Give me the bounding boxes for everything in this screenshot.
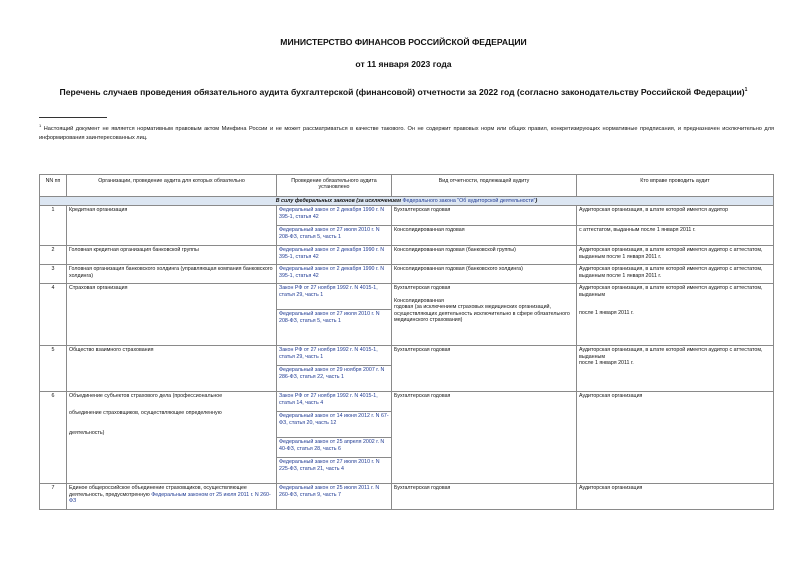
section-row	[40, 197, 774, 206]
table-row	[40, 206, 774, 226]
row-auditor: Аудиторская организация, в штате которой имеется аудитор с аттестатом, выданным после 1 января 2011 г.	[577, 246, 774, 265]
row-number: 1	[40, 206, 67, 246]
table-row	[40, 346, 774, 366]
row-law-link[interactable]: Федеральный закон от 25 июля 2011 г. N 260-ФЗ, статья 9, часть 7	[277, 484, 392, 510]
row-auditor-line: после 1 января 2011 г.	[579, 310, 634, 317]
row-number: 4	[40, 284, 67, 346]
row-law-link[interactable]: Федеральный закон от 27 июля 2010 г. N 208-ФЗ, статья 5, часть 1	[277, 310, 392, 346]
section-text: В силу федеральных законов (за исключением	[275, 198, 401, 204]
table-row	[40, 246, 774, 265]
row-number: 6	[40, 392, 67, 484]
row-report: Консолидированная годовая (банковской группы)	[392, 246, 577, 265]
row-org-text: Единое общероссийское объединение страховщиков, осуществляющее деятельность, предусмотренную	[69, 485, 247, 498]
col-header-auditor: Кто вправе проводить аудит	[577, 175, 774, 197]
row-number: 3	[40, 265, 67, 284]
row-auditor: Аудиторская организация, в штате которой имеется аудитор с аттестатом, выданным после 1 января 2011 г.	[577, 265, 774, 284]
col-header-org: Организации, проведение аудита для которых обязательно	[67, 175, 277, 197]
document-date: от 11 января 2023 года	[355, 59, 452, 69]
row-auditor	[577, 346, 774, 392]
table-row	[40, 392, 774, 412]
row-law-link[interactable]: Федеральный закон от 25 апреля 2002 г. N 40-ФЗ, статья 28, часть 6	[277, 438, 392, 458]
row-report: Бухгалтерская годовая	[392, 484, 577, 510]
row-report-line: годовая (за исключением страховых медицинских организаций, осуществляющих деятельность исключительно в сфере обязательного медицинского страхования)	[394, 304, 570, 324]
ministry-title: МИНИСТЕРСТВО ФИНАНСОВ РОССИЙСКОЙ ФЕДЕРАЦИИ	[280, 37, 527, 47]
row-org-line: объединение страховщиков, осуществляющее определенную	[69, 409, 222, 416]
row-auditor-line: Аудиторская организация, в штате которой имеется аудитор с аттестатом, выданным	[579, 347, 763, 360]
row-auditor: Аудиторская организация, в штате которой имеется аудитор	[577, 206, 774, 226]
row-org	[67, 392, 277, 484]
table-row	[40, 484, 774, 510]
footnote-text	[39, 121, 774, 143]
row-org: Общество взаимного страхования	[67, 346, 277, 392]
row-law-link[interactable]: Федеральный закон от 27 июля 2010 г. N 225-ФЗ, статья 21, часть 4	[277, 458, 392, 484]
row-report	[392, 284, 577, 346]
row-report: Консолидированная годовая	[392, 226, 577, 246]
row-number: 2	[40, 246, 67, 265]
table-row	[40, 284, 774, 310]
row-law-link[interactable]: Закон РФ от 27 ноября 1992 г. N 4015-1, статья 29, часть 1	[277, 284, 392, 310]
row-auditor: с аттестатом, выданным после 1 января 2011 г.	[577, 226, 774, 246]
row-report-line: Консолидированная	[394, 297, 444, 304]
row-auditor-line: после 1 января 2011 г.	[579, 360, 634, 367]
row-org-line: Объединение субъектов страхового дела (профессиональное	[69, 393, 223, 400]
row-org: Страховая организация	[67, 284, 277, 346]
section-text-end: )	[535, 198, 538, 204]
row-report: Бухгалтерская годовая	[392, 392, 577, 484]
footnote-number: 1	[39, 123, 42, 128]
section-cell	[40, 197, 774, 206]
row-law-link[interactable]: Федеральный закон от 2 декабря 1990 г. N 395-1, статья 42	[277, 206, 392, 226]
row-org: Головная организация банковского холдинга (управляющая компания банковского холдинга)	[67, 265, 277, 284]
row-law-link[interactable]: Федеральный закон от 27 июля 2010 г. N 208-ФЗ, статья 5, часть 1	[277, 226, 392, 246]
table-header-row	[40, 175, 774, 197]
row-report: Консолидированная годовая (банковского холдинга)	[392, 265, 577, 284]
row-number: 5	[40, 346, 67, 392]
row-org-law-link[interactable]: Федеральным законом от 25 июля 2011 г. N 260-ФЗ	[69, 491, 271, 505]
row-law-link[interactable]: Закон РФ от 27 ноября 1992 г. N 4015-1, статья 14, часть 4	[277, 392, 392, 412]
row-number: 7	[40, 484, 67, 510]
row-org-line: деятельность)	[69, 430, 105, 437]
row-report: Бухгалтерская годовая	[392, 346, 577, 392]
section-law-link[interactable]: Федерального закона "Об аудиторской деятельности"	[402, 198, 536, 204]
footnote-divider	[39, 117, 107, 118]
row-law-link[interactable]: Федеральный закон от 2 декабря 1990 г. N 395-1, статья 42	[277, 265, 392, 284]
table-row	[40, 265, 774, 284]
row-report: Бухгалтерская годовая	[392, 206, 577, 226]
row-org	[67, 484, 277, 510]
col-header-report: Вид отчетности, подлежащей аудиту	[392, 175, 577, 197]
col-header-basis: Проведение обязательного аудита установлено	[277, 175, 392, 197]
row-law-link[interactable]: Закон РФ от 27 ноября 1992 г. N 4015-1, статья 29, часть 1	[277, 346, 392, 366]
row-auditor	[577, 284, 774, 346]
footnote-mark[interactable]: 1	[744, 87, 748, 94]
row-law-link[interactable]: Федеральный закон от 29 ноября 2007 г. N 286-ФЗ, статья 22, часть 1	[277, 366, 392, 392]
col-header-num: NN пп	[40, 175, 67, 197]
row-org: Головная кредитная организация банковской группы	[67, 246, 277, 265]
row-org: Кредитная организация	[67, 206, 277, 246]
row-auditor-line: Аудиторская организация, в штате которой имеется аудитор с аттестатом, выданным	[579, 285, 763, 298]
document-title	[0, 87, 807, 97]
footnote-body: Настоящий документ не является нормативным правовым актом Минфина России и не может рассматриваться в качестве такового. Он не содержит правовых норм или общих правил, конкретизирующих нормативные предписания, и предназначен исключительно для информирования заинтересованных лиц.	[39, 125, 774, 141]
row-law-link[interactable]: Федеральный закон от 2 декабря 1990 г. N 395-1, статья 42	[277, 246, 392, 265]
row-law-link[interactable]: Федеральный закон от 14 июня 2012 г. N 67-ФЗ, статья 20, часть 12	[277, 412, 392, 438]
audit-cases-table	[39, 174, 774, 510]
document-title-text: Перечень случаев проведения обязательного аудита бухгалтерской (финансовой) отчетности за 2022 год (согласно законодательству Российской Федерации)	[59, 87, 745, 97]
row-report-line: Бухгалтерская годовая	[394, 285, 451, 292]
row-auditor: Аудиторская организация	[577, 484, 774, 510]
row-auditor: Аудиторская организация	[577, 392, 774, 484]
